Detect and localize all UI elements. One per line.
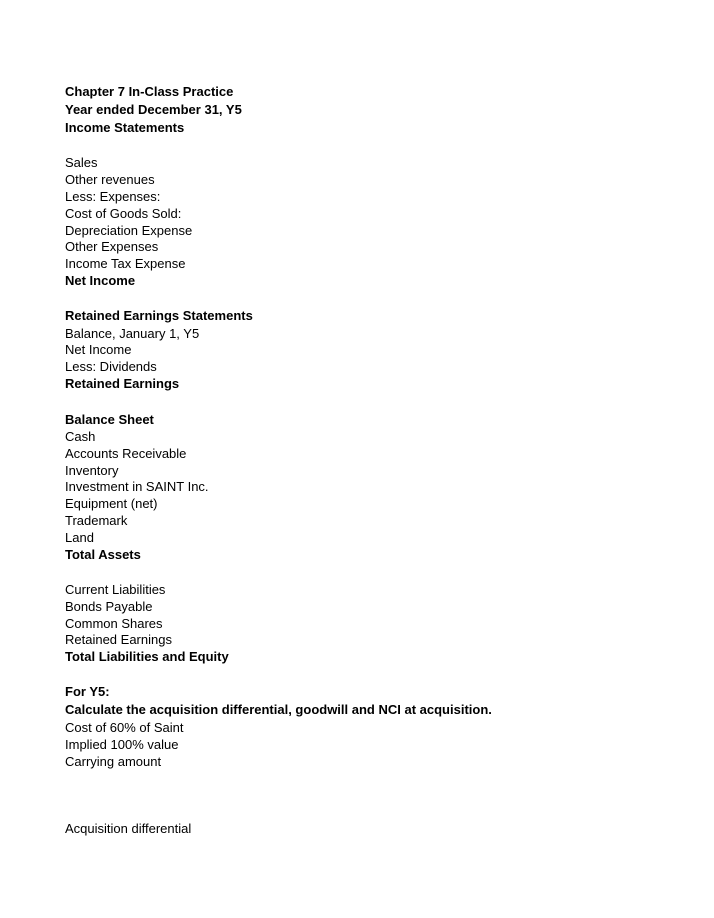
asset-inventory: Inventory — [65, 463, 119, 478]
exercise-acquisition-differential: Acquisition differential — [65, 821, 192, 836]
equity-retained-earnings: Retained Earnings — [65, 632, 172, 647]
exercise-item-implied-value: Implied 100% value — [65, 737, 179, 752]
income-item-less-expenses: Less: Expenses: — [65, 189, 161, 204]
exercise-heading: For Y5: — [65, 684, 110, 699]
asset-accounts-receivable: Accounts Receivable — [65, 446, 187, 461]
re-item-net-income: Net Income — [65, 342, 132, 357]
asset-cash: Cash — [65, 429, 96, 444]
exercise-item-cost: Cost of 60% of Saint — [65, 720, 184, 735]
exercise-question: Calculate the acquisition differential, goodwill and NCI at acquisition. — [65, 702, 492, 717]
liability-bonds-payable: Bonds Payable — [65, 599, 153, 614]
equity-common-shares: Common Shares — [65, 616, 163, 631]
retained-earnings-total: Retained Earnings — [65, 376, 180, 391]
total-assets: Total Assets — [65, 547, 141, 562]
income-item-income-tax: Income Tax Expense — [65, 256, 186, 271]
re-item-balance-jan1: Balance, January 1, Y5 — [65, 326, 200, 341]
income-item-depreciation: Depreciation Expense — [65, 223, 193, 238]
exercise-item-carrying-amount: Carrying amount — [65, 754, 162, 769]
asset-land: Land — [65, 530, 94, 545]
total-liabilities-equity: Total Liabilities and Equity — [65, 649, 229, 664]
income-statement-heading: Income Statements — [65, 120, 185, 135]
re-item-dividends: Less: Dividends — [65, 359, 157, 374]
income-item-cogs: Cost of Goods Sold: — [65, 206, 182, 221]
page-title: Chapter 7 In-Class Practice — [65, 84, 234, 99]
liability-current: Current Liabilities — [65, 582, 166, 597]
period-label: Year ended December 31, Y5 — [65, 102, 242, 117]
asset-trademark: Trademark — [65, 513, 128, 528]
asset-equipment: Equipment (net) — [65, 496, 158, 511]
retained-earnings-heading: Retained Earnings Statements — [65, 308, 253, 323]
income-item-other-expenses: Other Expenses — [65, 239, 159, 254]
net-income-total: Net Income — [65, 273, 136, 288]
income-item-sales: Sales — [65, 155, 98, 170]
income-item-other-revenues: Other revenues — [65, 172, 155, 187]
balance-sheet-heading: Balance Sheet — [65, 412, 154, 427]
asset-investment-saint: Investment in SAINT Inc. — [65, 479, 209, 494]
